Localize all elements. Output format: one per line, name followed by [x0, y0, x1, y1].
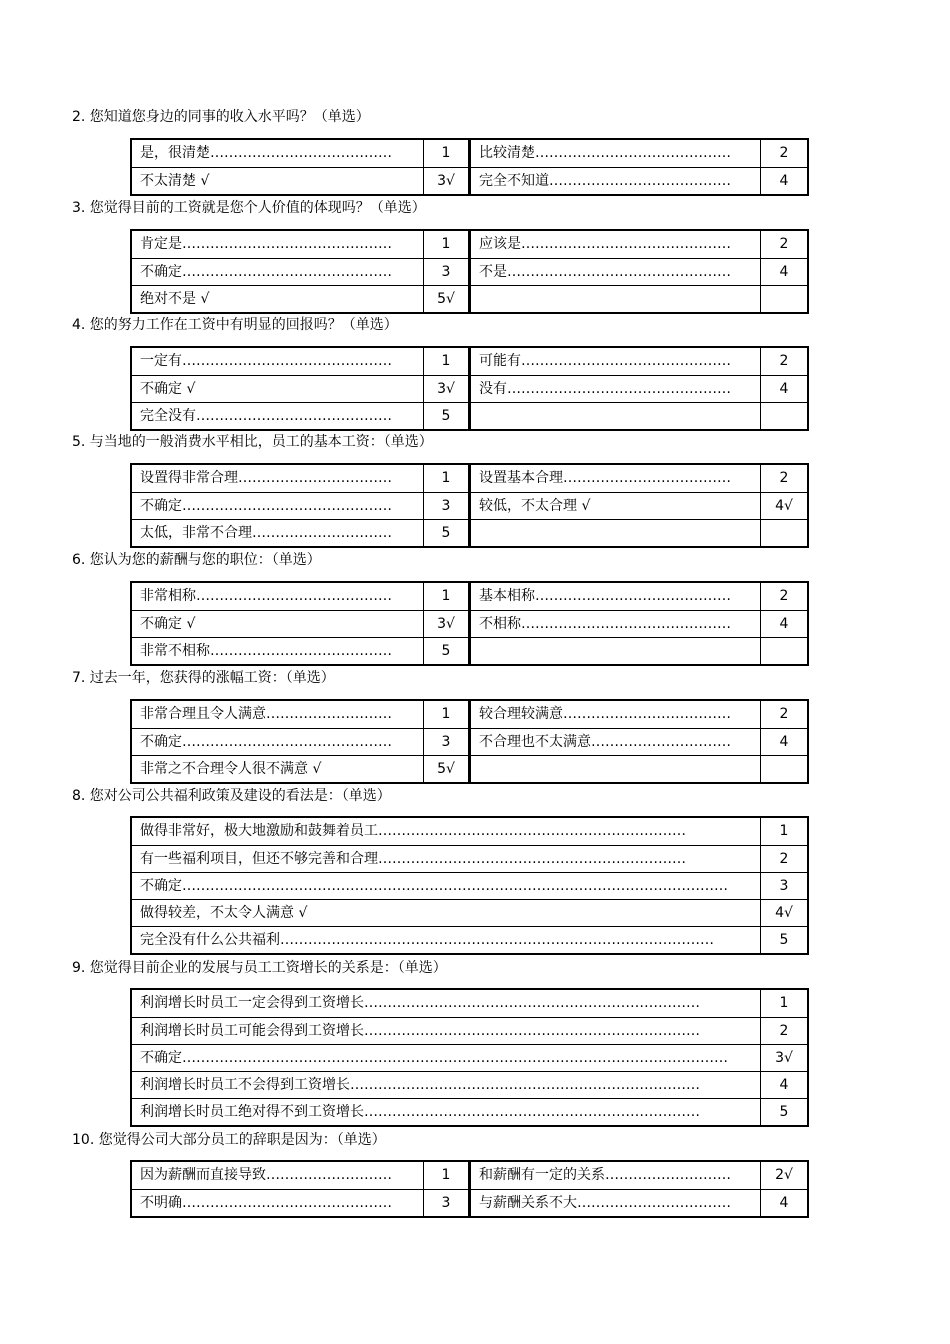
option-code: 4	[779, 173, 789, 189]
answer-row	[132, 519, 807, 546]
answer-row	[132, 755, 807, 782]
option-label[interactable]: 没有…………………………………………	[471, 376, 761, 402]
answer-row	[132, 140, 807, 167]
option-label[interactable]: 非常不相称…………………………………	[132, 638, 424, 664]
option-label[interactable]: 完全没有什么公共福利…………………………………………………………………………………	[132, 927, 761, 953]
option-code: 5√	[424, 286, 471, 312]
option-label[interactable]: 不确定………………………………………………………………………………………………………	[132, 873, 761, 899]
answer-row	[132, 1098, 807, 1125]
option-label[interactable]: 利润增长时员工可能会得到工资增长………………………………………………………………	[132, 1018, 761, 1044]
answer-row	[132, 375, 807, 402]
option-code: 1	[779, 823, 789, 839]
option-label[interactable]: 一定有………………………………………	[132, 348, 424, 375]
option-label[interactable]: 可能有………………………………………	[471, 348, 761, 375]
option-label[interactable]: 不太清楚 √	[132, 168, 424, 194]
option-code: 1	[424, 231, 471, 258]
option-code: 2	[779, 1023, 789, 1039]
answer-table	[130, 138, 809, 196]
answer-row	[132, 402, 807, 429]
option-label[interactable]: 不合理也不太满意…………………………	[471, 729, 761, 755]
answer-row	[132, 1017, 807, 1044]
answer-row	[132, 899, 807, 926]
option-code: 5	[424, 520, 471, 546]
option-code: 2	[779, 353, 789, 369]
option-label[interactable]: 因为薪酬而直接导致………………………	[132, 1162, 424, 1189]
option-label[interactable]	[471, 520, 761, 546]
option-label[interactable]: 不是…………………………………………	[471, 259, 761, 285]
answer-row	[132, 258, 807, 285]
option-code: 3√	[424, 611, 471, 637]
option-code: 2	[779, 236, 789, 252]
option-code: 4	[779, 734, 789, 750]
option-code: 4	[779, 1077, 789, 1093]
option-label[interactable]: 比较清楚……………………………………	[471, 140, 761, 167]
answer-row	[132, 701, 807, 728]
question-title: 10. 您觉得公司大部分员工的辞职是因为：（单选）	[72, 1132, 386, 1148]
option-label[interactable]: 完全没有……………………………………	[132, 403, 424, 429]
option-label[interactable]: 是，很清楚…………………………………	[132, 140, 424, 167]
option-label[interactable]	[471, 756, 761, 782]
answer-row	[132, 990, 807, 1017]
option-label[interactable]: 肯定是………………………………………	[132, 231, 424, 258]
option-code: 5	[424, 638, 471, 664]
option-code: 2√	[775, 1167, 793, 1183]
question-title: 3. 您觉得目前的工资就是您个人价值的体现吗？（单选）	[72, 200, 426, 216]
answer-row	[132, 637, 807, 664]
option-label[interactable]	[471, 286, 761, 312]
option-code: 5	[424, 403, 471, 429]
option-label[interactable]: 与薪酬关系不大……………………………	[471, 1190, 761, 1216]
answer-table	[130, 229, 809, 314]
option-code: 3	[424, 729, 471, 755]
answer-row	[132, 728, 807, 755]
option-label[interactable]: 利润增长时员工一定会得到工资增长………………………………………………………………	[132, 990, 761, 1017]
option-code	[761, 756, 807, 782]
option-code: 5	[779, 1104, 789, 1120]
option-label[interactable]: 不相称………………………………………	[471, 611, 761, 637]
option-code: 2	[779, 851, 789, 867]
answer-row	[132, 1044, 807, 1071]
option-label[interactable]: 较合理较满意………………………………	[471, 701, 761, 728]
option-code: 4	[779, 616, 789, 632]
option-label[interactable]: 有一些福利项目，但还不够完善和合理…………………………………………………………	[132, 846, 761, 872]
answer-row	[132, 1162, 807, 1189]
option-code	[761, 638, 807, 664]
answer-row	[132, 872, 807, 899]
option-code: 4	[779, 1195, 789, 1211]
option-label[interactable]: 不确定 √	[132, 611, 424, 637]
option-code: 1	[779, 995, 789, 1011]
option-label[interactable]	[471, 403, 761, 429]
answer-row	[132, 492, 807, 519]
question-title: 6. 您认为您的薪酬与您的职位：（单选）	[72, 552, 321, 568]
answer-row	[132, 818, 807, 845]
answer-row	[132, 285, 807, 312]
option-code: 4	[779, 381, 789, 397]
option-label[interactable]: 不确定………………………………………	[132, 259, 424, 285]
option-label[interactable]: 不确定 √	[132, 376, 424, 402]
option-code	[761, 286, 807, 312]
answer-table	[130, 1160, 809, 1218]
option-label[interactable]: 非常相称……………………………………	[132, 583, 424, 610]
option-label[interactable]: 非常之不合理令人很不满意 √	[132, 756, 424, 782]
option-label[interactable]: 利润增长时员工绝对得不到工资增长………………………………………………………………	[132, 1099, 761, 1125]
option-label[interactable]: 基本相称……………………………………	[471, 583, 761, 610]
option-code	[761, 403, 807, 429]
option-code: 1	[424, 583, 471, 610]
option-code: 3√	[775, 1050, 793, 1066]
option-code: 1	[424, 1162, 471, 1189]
question-title: 2. 您知道您身边的同事的收入水平吗？（单选）	[72, 109, 370, 125]
answer-row	[132, 231, 807, 258]
option-code: 5	[779, 932, 789, 948]
question-title: 7. 过去一年，您获得的涨幅工资：（单选）	[72, 670, 335, 686]
option-code: 2	[779, 706, 789, 722]
option-code: 1	[424, 701, 471, 728]
option-code: 2	[779, 145, 789, 161]
option-label[interactable]: 不确定………………………………………	[132, 493, 424, 519]
question-title: 4. 您的努力工作在工资中有明显的回报吗？（单选）	[72, 317, 398, 333]
option-label[interactable]: 设置基本合理………………………………	[471, 465, 761, 492]
question-title: 9. 您觉得目前企业的发展与员工工资增长的关系是：（单选）	[72, 960, 447, 976]
option-label[interactable]	[471, 638, 761, 664]
option-code: 1	[424, 348, 471, 375]
option-label[interactable]: 设置得非常合理……………………………	[132, 465, 424, 492]
answer-row	[132, 845, 807, 872]
option-label[interactable]: 利润增长时员工不会得到工资增长…………………………………………………………………	[132, 1072, 761, 1098]
option-code: 1	[424, 465, 471, 492]
option-label[interactable]: 不确定………………………………………	[132, 729, 424, 755]
option-label[interactable]: 完全不知道…………………………………	[471, 168, 761, 194]
option-label[interactable]: 应该是………………………………………	[471, 231, 761, 258]
option-code: 3	[424, 1190, 471, 1216]
option-label[interactable]: 不确定………………………………………………………………………………………………………	[132, 1045, 761, 1071]
answer-row	[132, 610, 807, 637]
option-code: 3√	[424, 168, 471, 194]
option-label[interactable]: 绝对不是 √	[132, 286, 424, 312]
answer-row	[132, 1071, 807, 1098]
option-label[interactable]: 太低，非常不合理…………………………	[132, 520, 424, 546]
option-code	[761, 520, 807, 546]
answer-row	[132, 167, 807, 194]
option-label[interactable]: 和薪酬有一定的关系………………………	[471, 1162, 761, 1189]
answer-row	[132, 465, 807, 492]
answer-row	[132, 348, 807, 375]
option-code: 4	[779, 264, 789, 280]
answer-table	[130, 581, 809, 666]
answer-table	[130, 346, 809, 431]
answer-row	[132, 1189, 807, 1216]
option-code: 3	[424, 259, 471, 285]
option-label[interactable]: 较低，不太合理 √	[471, 493, 761, 519]
answer-row	[132, 926, 807, 953]
answer-table	[130, 463, 809, 548]
option-code: 4√	[775, 498, 793, 514]
question-title: 8. 您对公司公共福利政策及建设的看法是：（单选）	[72, 788, 391, 804]
option-code: 2	[779, 588, 789, 604]
option-label[interactable]: 做得较差，不太令人满意 √	[132, 900, 761, 926]
answer-table	[130, 699, 809, 784]
option-label[interactable]: 不明确………………………………………	[132, 1190, 424, 1216]
option-code: 4√	[775, 905, 793, 921]
answer-table	[130, 988, 809, 1127]
option-label[interactable]: 非常合理且令人满意………………………	[132, 701, 424, 728]
option-code: 2	[779, 470, 789, 486]
option-code: 1	[424, 140, 471, 167]
answer-table	[130, 816, 809, 955]
answer-row	[132, 583, 807, 610]
option-code: 5√	[424, 756, 471, 782]
question-title: 5. 与当地的一般消费水平相比，员工的基本工资：（单选）	[72, 434, 433, 450]
option-code: 3√	[424, 376, 471, 402]
option-code: 3	[779, 878, 789, 894]
option-label[interactable]: 做得非常好，极大地激励和鼓舞着员工…………………………………………………………	[132, 818, 761, 845]
option-code: 3	[424, 493, 471, 519]
